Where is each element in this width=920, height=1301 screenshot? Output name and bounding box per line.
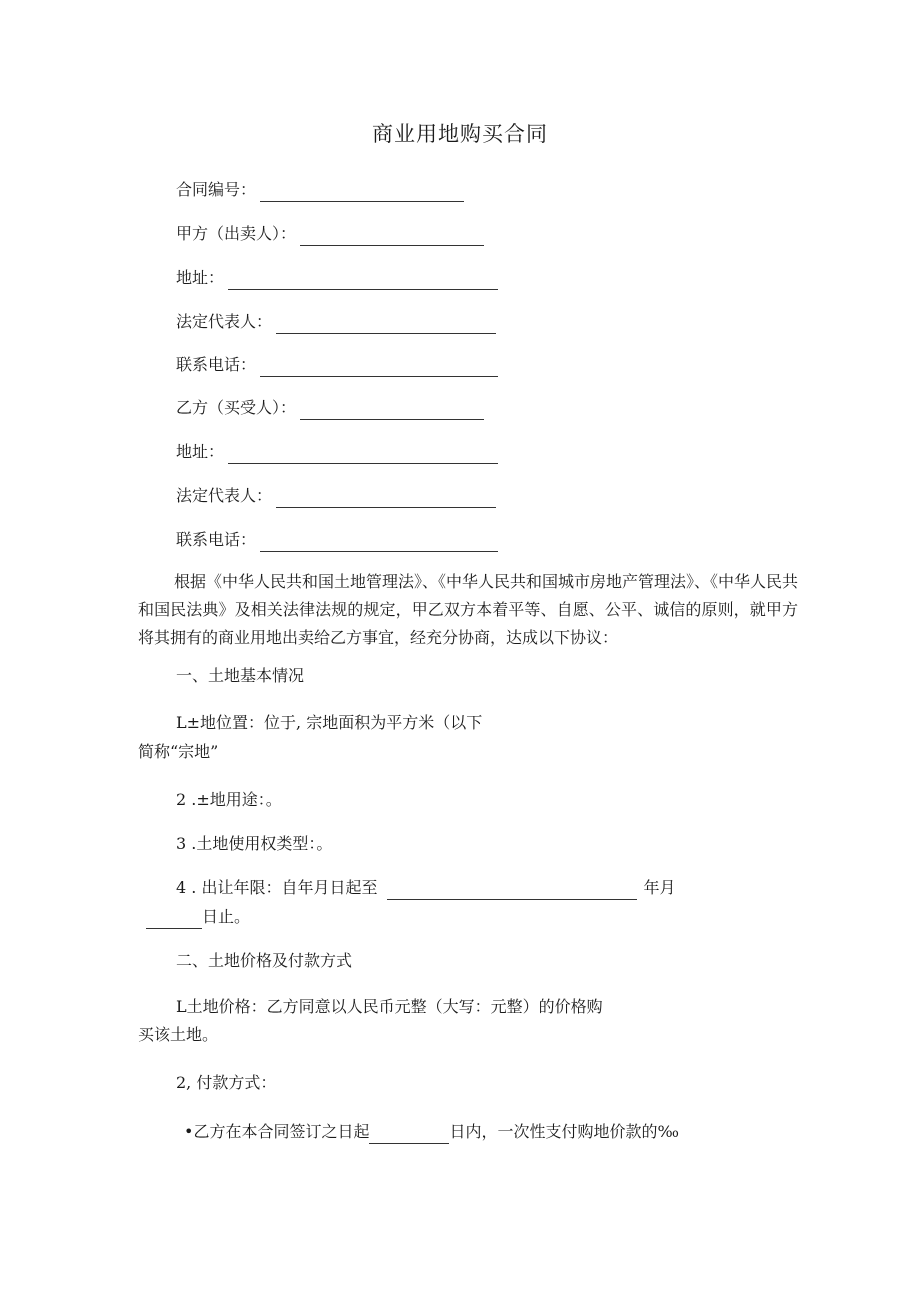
party-a-field: [176, 222, 484, 246]
field-label: 法定代表人：: [176, 486, 273, 505]
party-b-address-field: [176, 440, 498, 464]
term-end-text: 日止。: [202, 907, 251, 926]
field-label: 联系电话：: [176, 530, 257, 549]
party-a-blank: [300, 227, 484, 246]
section-2-item-1-line-2: 买该土地。: [138, 1025, 219, 1044]
section-1-item-4-line-1: [176, 876, 675, 900]
field-label: 地址：: [176, 268, 225, 287]
party-a-representative-field: [176, 310, 496, 334]
section-1-item-2: 2 .±地用途：。: [176, 790, 282, 809]
payment-days-blank: [369, 1125, 449, 1144]
payment-bullet-suffix: 日内，一次性支付购地价款的‰: [449, 1122, 679, 1141]
section-1-item-3: 3 .土地使用权类型：。: [176, 834, 333, 853]
party-b-representative-blank: [276, 489, 496, 508]
term-end-blank: [387, 881, 637, 900]
section-1-item-4-line-2: [146, 905, 250, 929]
party-a-address-blank: [228, 271, 498, 290]
payment-bullet-prefix: •乙方在本合同签订之日起: [184, 1122, 370, 1141]
section-1-item-1-line-1: L±地位置：位于, 宗地面积为平方米（以下: [176, 713, 483, 732]
contract-number-blank: [260, 183, 464, 202]
section-1-heading: 一、土地基本情况: [176, 666, 305, 685]
field-label: 乙方（买受人）：: [176, 398, 297, 417]
party-b-phone-field: [176, 528, 498, 552]
payment-bullet: [184, 1120, 679, 1144]
page-title: 商业用地购买合同: [372, 122, 548, 146]
party-b-phone-blank: [260, 533, 498, 552]
term-suffix: 年月: [643, 878, 676, 897]
party-a-phone-field: [176, 353, 498, 377]
field-label: 甲方（出卖人）：: [176, 224, 297, 243]
party-b-address-blank: [228, 445, 498, 464]
field-label: 法定代表人：: [176, 312, 273, 331]
party-a-phone-blank: [260, 358, 498, 377]
field-label: 地址：: [176, 442, 225, 461]
term-prefix: 4 . 出让年限：自年月日起至: [176, 878, 378, 897]
party-b-representative-field: [176, 484, 496, 508]
party-b-field: [176, 396, 484, 420]
term-day-blank: [146, 910, 202, 929]
party-b-blank: [300, 401, 484, 420]
party-a-representative-blank: [276, 315, 496, 334]
preamble-paragraph: 根据《中华人民共和国土地管理法》、《中华人民共和国城市房地产管理法》、《中华人民共和国民法典》及相关法律法规的规定，甲乙双方本着平等、自愿、公平、诚信的原则，就甲方将其拥有的商业用地出卖给乙方事宜，经充分协商，达成以下协议：: [138, 572, 799, 647]
contract-number-field: [176, 178, 464, 202]
party-a-address-field: [176, 266, 498, 290]
field-label: 合同编号：: [176, 180, 257, 199]
section-1-item-1-line-2: 简称“宗地”: [138, 742, 219, 761]
section-2-item-1-line-1: L土地价格：乙方同意以人民币元整（大写：元整）的价格购: [176, 997, 603, 1016]
field-label: 联系电话：: [176, 355, 257, 374]
section-2-item-2: 2, 付款方式：: [176, 1073, 277, 1092]
section-2-heading: 二、土地价格及付款方式: [176, 951, 353, 970]
